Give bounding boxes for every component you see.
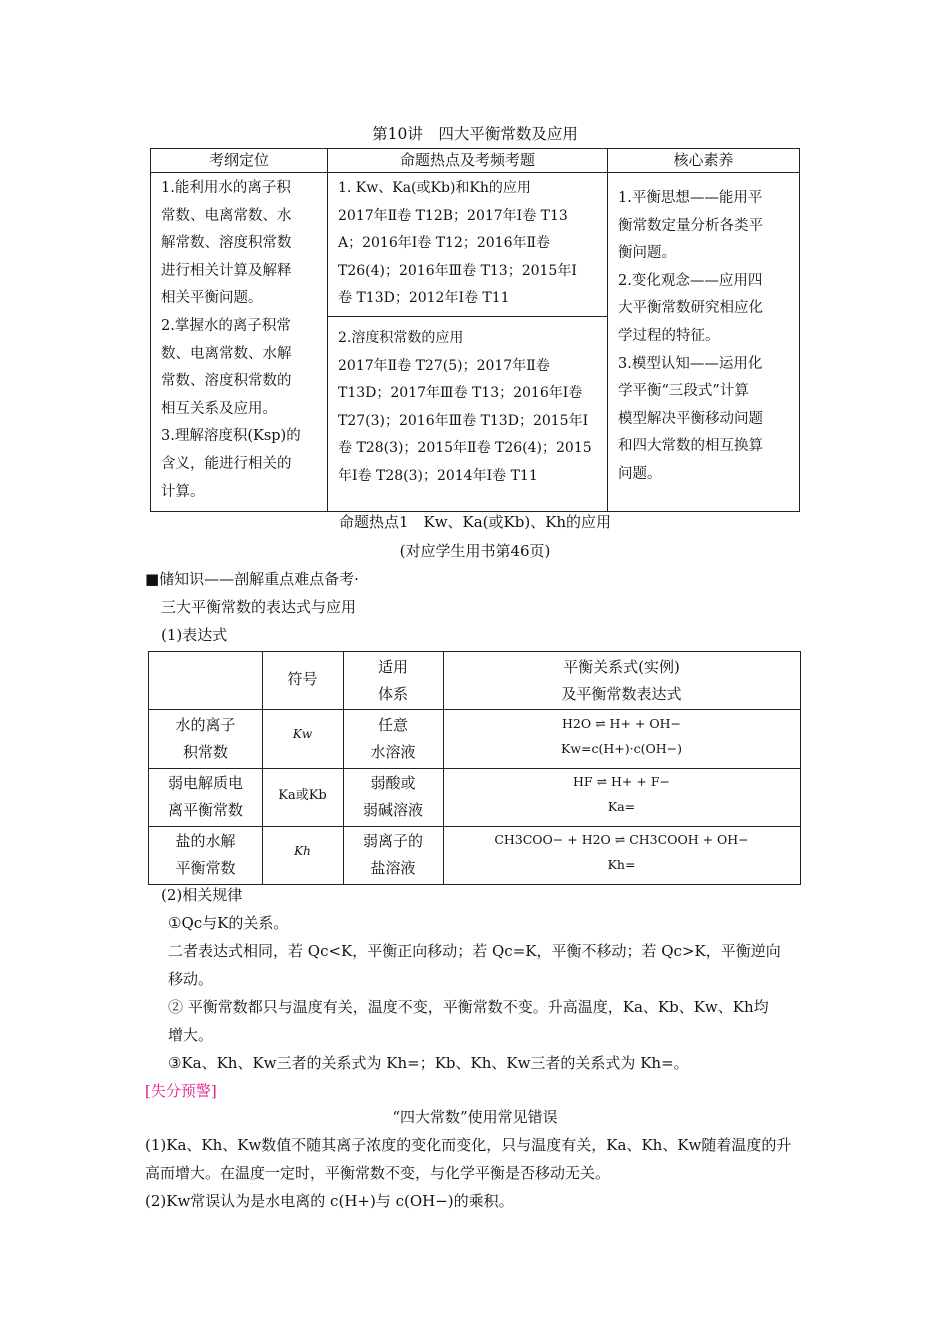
constants-table: [148, 651, 801, 885]
header-scope: [343, 654, 443, 708]
row-kh-expression: Kh=: [607, 857, 636, 872]
row-kh-name: [149, 828, 262, 882]
hotspot-ref: (对应学生用书第46页): [399, 542, 551, 560]
warning-line: (1)Ka、Kh、Kw数值不随其离子浓度的变化而变化，只与温度有关，Ka、Kh、Kw随着温度的升: [145, 1136, 792, 1154]
divider: [149, 768, 800, 769]
row-ka-scope: [343, 770, 443, 824]
col1-line: 1.能利用水的离子积: [161, 180, 291, 196]
col2b-line: 卷 T28(3)；2015年Ⅱ卷 T26(4)；2015: [338, 440, 592, 456]
row-kw-scope: [343, 712, 443, 766]
row-name-line: 弱电解质电: [167, 774, 243, 792]
col2b-line: 2017年Ⅱ卷 T27(5)；2017年Ⅱ卷: [338, 357, 550, 374]
col1-line: 相关平衡问题。: [161, 290, 263, 307]
col3-line: 学过程的特征。: [618, 327, 720, 344]
item-rules: (2)相关规律: [161, 886, 243, 904]
col3-line: 问题。: [618, 465, 662, 482]
col3-line: 和四大常数的相互换算: [618, 438, 763, 455]
col3-line: 大平衡常数研究相应化: [618, 300, 763, 317]
row-scope-line: 弱酸或: [370, 774, 416, 792]
item-expression: (1)表达式: [161, 626, 228, 644]
col1-line: 含义，能进行相关的: [161, 455, 292, 472]
row-name-line: 水的离子: [175, 716, 236, 734]
row-scope-line: 水溶液: [370, 743, 416, 761]
col1-line: 常数、溶度积常数的: [161, 373, 292, 390]
col-mingti-1: [328, 173, 608, 317]
row-kw-symbol: Kw: [292, 727, 313, 741]
warning-title: “四大常数”使用常见错误: [392, 1108, 558, 1126]
col3-line: 2.变化观念——应用四: [618, 272, 763, 289]
row-scope-line: 任意: [377, 716, 408, 734]
row-kh-scope: [343, 828, 443, 882]
rule-line: 移动。: [168, 970, 214, 988]
col1-line: 解常数、溶度积常数: [161, 235, 292, 252]
row-kw-name: [149, 712, 262, 766]
warning-line: 高而增大。在温度一定时，平衡常数不变，与化学平衡是否移动无关。: [145, 1164, 611, 1182]
rule-line: 二者表达式相同，若 Qc<K，平衡正向移动；若 Qc=K，平衡不移动；若 Qc>K，平衡逆向: [168, 942, 781, 960]
header-symbol: 符号: [287, 670, 318, 688]
hotspot-title: 命题热点1 Kw、Ka(或Kb)、Kh的应用: [338, 513, 612, 531]
header-relation-line: 平衡关系式(实例): [563, 658, 680, 676]
row-name-line: 平衡常数: [175, 859, 236, 877]
row-ka-equation: HF ⇌ H+ + F−: [573, 774, 670, 789]
row-kh-symbol: Kh: [294, 844, 311, 858]
row-scope-line: 弱碱溶液: [362, 801, 423, 819]
col-suyang: [608, 173, 799, 511]
col1-line: 数、电离常数、水解: [161, 345, 292, 362]
row-kw-expression: Kw=c(H+)·c(OH−): [561, 741, 682, 756]
col2b-line: T27(3)；2016年Ⅲ卷 T13D；2015年Ⅰ: [338, 412, 589, 429]
warning-tag: [失分预警]: [145, 1082, 217, 1100]
row-scope-line: 盐溶液: [370, 859, 416, 877]
header-relation-line: 及平衡常数表达式: [561, 685, 682, 703]
col3-line: 1.平衡思想——能用平: [618, 190, 763, 206]
col1-line: 进行相关计算及解释: [161, 262, 292, 279]
divider: [149, 826, 800, 827]
col-kaogang: [151, 173, 328, 511]
row-name-line: 盐的水解: [175, 832, 236, 850]
col2a-line: 1. Kw、Ka(或Kb)和Kh的应用: [338, 180, 531, 196]
col1-line: 3.理解溶度积(Ksp)的: [161, 428, 301, 445]
row-name-line: 积常数: [182, 743, 228, 761]
col1-line: 常数、电离常数、水: [161, 207, 292, 224]
rule-line: ③Ka、Kh、Kw三者的关系式为 Kh=；Kb、Kh、Kw三者的关系式为 Kh=。: [168, 1054, 689, 1072]
col2a-line: A；2016年Ⅰ卷 T12；2016年Ⅱ卷: [338, 235, 551, 251]
col3-line: 衡问题。: [618, 245, 676, 262]
header-scope-line: 体系: [377, 685, 408, 703]
row-kw-equation: H2O ⇌ H+ + OH−: [562, 716, 681, 731]
col3-line: 学平衡“三段式”计算: [618, 383, 749, 400]
col2b-line: 2.溶度积常数的应用: [338, 330, 464, 346]
row-ka-name: [149, 770, 262, 824]
rule-line: ② 平衡常数都只与温度有关，温度不变，平衡常数不变。升高温度，Ka、Kb、Kw、Kh均: [168, 998, 769, 1016]
col2b-line: T13D；2017年Ⅲ卷 T13；2016年Ⅰ卷: [338, 385, 583, 401]
section-head: ■储知识——剖解重点难点备考·: [145, 570, 359, 588]
row-scope-line: 弱离子的: [362, 832, 423, 850]
col2b-line: 年Ⅰ卷 T28(3)；2014年Ⅰ卷 T11: [338, 467, 538, 484]
col2a-line: T26(4)；2016年Ⅲ卷 T13；2015年Ⅰ: [338, 262, 577, 279]
warning-line: (2)Kw常误认为是水电离的 c(H+)与 c(OH−)的乘积。: [145, 1192, 514, 1210]
col1-line: 2.掌握水的离子积常: [161, 317, 291, 334]
row-name-line: 离平衡常数: [167, 801, 243, 819]
row-kh-equation: CH3COO− + H2O ⇌ CH3COOH + OH−: [494, 832, 749, 847]
row-ka-expression: Ka=: [607, 799, 636, 814]
page-title: 第10讲 四大平衡常数及应用: [372, 125, 578, 143]
col3-line: 衡常数定量分析各类平: [618, 217, 763, 234]
divider: [149, 709, 800, 710]
row-ka-symbol: Ka或Kb: [278, 788, 327, 803]
col3-line: 模型解决平衡移动问题: [618, 410, 763, 427]
header-suyang: 核心素养: [608, 149, 799, 173]
subsection-title: 三大平衡常数的表达式与应用: [161, 598, 357, 616]
col2a-line: 2017年Ⅱ卷 T12B；2017年Ⅰ卷 T13: [338, 207, 568, 224]
header-relation: [443, 654, 800, 708]
overview-table: [150, 148, 800, 512]
col1-line: 计算。: [161, 483, 205, 500]
header-scope-line: 适用: [377, 658, 408, 676]
rule-line: ①Qc与K的关系。: [168, 914, 289, 932]
col2a-line: 卷 T13D；2012年Ⅰ卷 T11: [338, 290, 510, 306]
col1-line: 相互关系及应用。: [161, 400, 277, 417]
col3-line: 3.模型认知——运用化: [618, 355, 763, 372]
rule-line: 增大。: [168, 1026, 214, 1044]
header-mingti: 命题热点及考频考题: [328, 149, 608, 173]
header-kaogang: 考纲定位: [151, 149, 328, 173]
col-mingti-2: [328, 317, 608, 511]
